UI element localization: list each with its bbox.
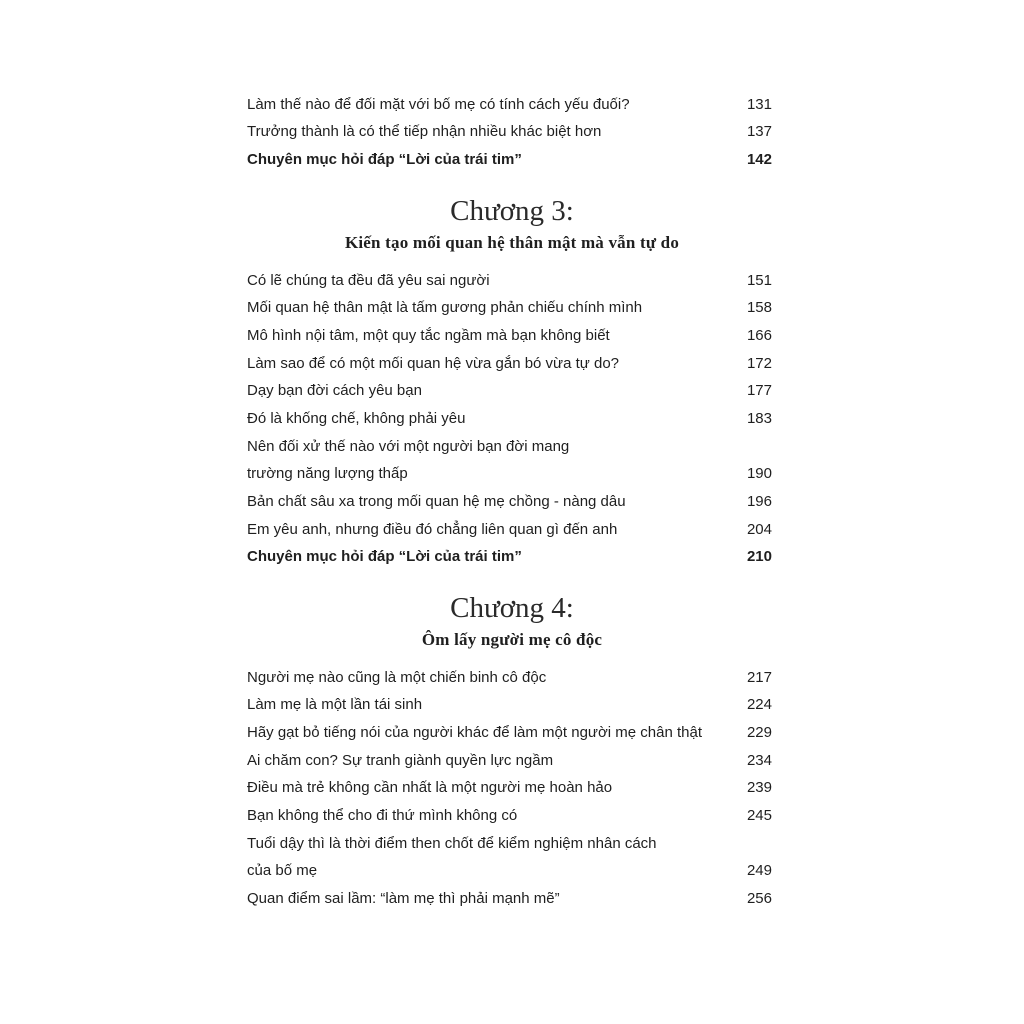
toc-entry-title: Tuổi dậy thì là thời điểm then chốt để kiểm nghiệm nhân cách	[247, 835, 657, 852]
toc-entry-title: Trưởng thành là có thể tiếp nhận nhiều khác biệt hơn	[247, 123, 602, 140]
toc-entry-title: Mối quan hệ thân mật là tấm gương phản chiếu chính mình	[247, 299, 643, 316]
toc-entry	[247, 489, 772, 515]
toc-entry-page: 166	[746, 327, 772, 344]
toc-entry-page: 131	[746, 96, 772, 113]
toc-entry-title: Chuyên mục hỏi đáp “Lời của trái tim”	[247, 548, 522, 565]
toc-entry-title: trường năng lượng thấp	[247, 465, 408, 482]
toc-entry-title: Mô hình nội tâm, một quy tắc ngầm mà bạn không biết	[247, 327, 610, 344]
toc-entry-title: Làm thế nào để đối mặt với bố mẹ có tính cách yếu đuối?	[247, 96, 630, 113]
toc-entry	[247, 378, 772, 404]
toc-entry-qa	[247, 147, 772, 173]
toc-entry	[247, 720, 772, 746]
toc-entry-page: 245	[746, 807, 772, 824]
toc-entry-title: Em yêu anh, nhưng điều đó chẳng liên quan gì đến anh	[247, 521, 618, 538]
toc-entry-page: 217	[746, 669, 772, 686]
toc-entry-page: 224	[746, 696, 772, 713]
toc-entry-page: 142	[746, 151, 772, 168]
toc-entry-page: 196	[746, 493, 772, 510]
toc-entry	[247, 517, 772, 543]
toc-entry	[247, 748, 772, 774]
toc-entry-title: Điều mà trẻ không cần nhất là một người mẹ hoàn hảo	[247, 779, 613, 796]
toc-entry-page: 177	[746, 382, 772, 399]
toc-entry-title: Bạn không thể cho đi thứ mình không có	[247, 807, 518, 824]
toc-entry-page: 158	[746, 299, 772, 316]
toc-entry-title: Nên đối xử thế nào với một người bạn đời mang	[247, 438, 570, 455]
toc-entry-title: của bố mẹ	[247, 862, 318, 879]
toc-entry	[247, 295, 772, 321]
toc-entry-title: Hãy gạt bỏ tiếng nói của người khác để làm một người mẹ chân thật	[247, 724, 703, 741]
toc-entry-page: 249	[746, 862, 772, 879]
toc-entry	[247, 434, 772, 460]
toc-entry-title: Làm sao để có một mối quan hệ vừa gắn bó vừa tự do?	[247, 355, 620, 372]
toc-entry	[247, 461, 772, 487]
toc-entry-page: 172	[746, 355, 772, 372]
toc-entry-title: Có lẽ chúng ta đều đã yêu sai người	[247, 272, 490, 289]
chapter-4-heading: Chương 4:	[450, 592, 574, 624]
toc-entry	[247, 92, 772, 118]
chapter-3-heading: Chương 3:	[450, 195, 574, 227]
toc-entry-qa	[247, 544, 772, 570]
toc-entry	[247, 665, 772, 691]
toc-entry-page: 190	[746, 465, 772, 482]
toc-entry	[247, 775, 772, 801]
toc-entry-title: Quan điểm sai lầm: “làm mẹ thì phải mạnh mẽ”	[247, 890, 560, 907]
chapter-4-subtitle: Ôm lấy người mẹ cô độc	[421, 630, 603, 649]
toc-entry	[247, 886, 772, 912]
toc-entry-page: 229	[746, 724, 772, 741]
toc-entry	[247, 692, 772, 718]
toc-entry-title: Chuyên mục hỏi đáp “Lời của trái tim”	[247, 151, 522, 168]
toc-entry-page: 204	[746, 521, 772, 538]
chapter-3-subtitle: Kiến tạo mối quan hệ thân mật mà vẫn tự do	[344, 233, 680, 252]
toc-entry	[247, 406, 772, 432]
toc-entry-page: 256	[746, 890, 772, 907]
toc-entry-title: Dạy bạn đời cách yêu bạn	[247, 382, 422, 399]
toc-entry-title: Bản chất sâu xa trong mối quan hệ mẹ chồng - nàng dâu	[247, 493, 626, 510]
toc-entry	[247, 831, 772, 857]
toc-entry	[247, 803, 772, 829]
toc-entry-page: 239	[746, 779, 772, 796]
toc-entry-page: 234	[746, 752, 772, 769]
toc-entry	[247, 858, 772, 884]
toc-entry	[247, 119, 772, 145]
toc-entry-page: 183	[746, 410, 772, 427]
toc-entry-page: 210	[746, 548, 772, 565]
toc-entry-title: Đó là khống chế, không phải yêu	[247, 410, 466, 427]
toc-entry	[247, 323, 772, 349]
toc-entry-page: 151	[746, 272, 772, 289]
toc-entry-page: 137	[746, 123, 772, 140]
toc-entry	[247, 351, 772, 377]
toc-entry-title: Ai chăm con? Sự tranh giành quyền lực ngầm	[247, 752, 554, 769]
toc-entry-title: Làm mẹ là một lần tái sinh	[247, 696, 423, 713]
toc-entry	[247, 268, 772, 294]
toc-entry-title: Người mẹ nào cũng là một chiến binh cô độc	[247, 669, 547, 686]
